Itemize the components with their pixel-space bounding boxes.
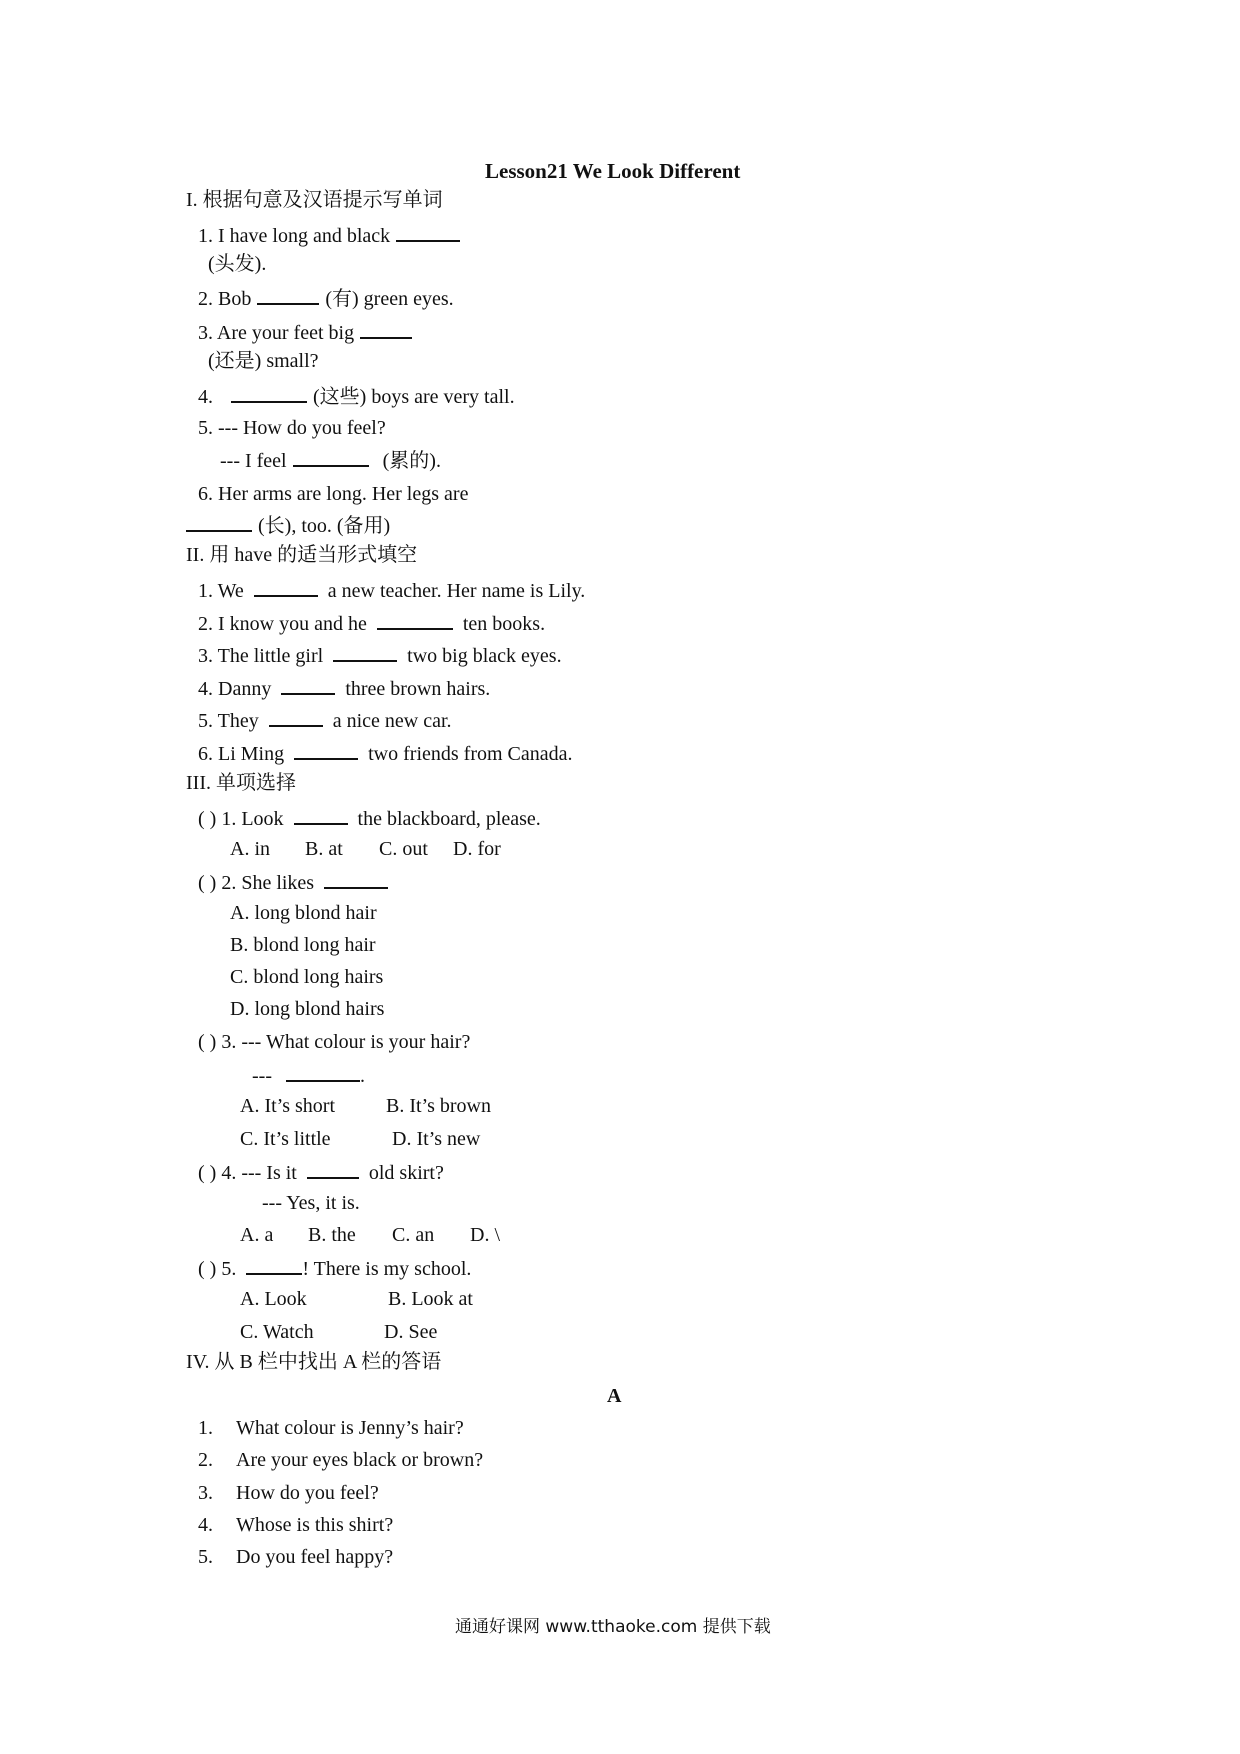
s2-item: 5. They a nice new car.: [198, 707, 452, 733]
answer-blank[interactable]: [286, 1062, 360, 1082]
answer-blank[interactable]: [246, 1255, 302, 1275]
s3-q1-opt: B. at: [305, 838, 343, 860]
s2-item: 6. Li Ming two friends from Canada.: [198, 740, 573, 766]
s3-q4-opt: A. a: [240, 1224, 274, 1246]
section-3-heading: III. 单项选择: [186, 772, 296, 794]
s1-q4: 4. (这些) boys are very tall.: [198, 383, 515, 409]
answer-blank[interactable]: [377, 610, 453, 630]
page-title: Lesson21 We Look Different: [485, 159, 741, 183]
s1-q3-line1: 3. Are your feet big: [198, 319, 418, 345]
s3-q4: ( ) 4. --- Is it old skirt?: [198, 1159, 444, 1185]
page-footer: 通通好课网 www.tthaoke.com 提供下载: [455, 1617, 771, 1637]
s3-q3-answer: --- .: [252, 1062, 365, 1088]
s3-q4-opt: B. the: [308, 1224, 356, 1246]
s3-q5-opt: C. Watch: [240, 1321, 314, 1343]
s3-q2-opt: D. long blond hairs: [230, 998, 385, 1020]
s3-q1-opt: A. in: [230, 838, 270, 860]
answer-blank[interactable]: [231, 383, 307, 403]
s1-q5-line1: 5. --- How do you feel?: [198, 417, 386, 439]
s3-q3: ( ) 3. --- What colour is your hair?: [198, 1031, 471, 1053]
s3-q4-opt: D. \: [470, 1224, 500, 1246]
answer-blank[interactable]: [254, 577, 318, 597]
s4-item: 1. What colour is Jenny’s hair?: [198, 1417, 464, 1439]
answer-blank[interactable]: [294, 740, 358, 760]
answer-blank[interactable]: [293, 447, 369, 467]
answer-blank[interactable]: [281, 675, 335, 695]
s3-q2-opt: C. blond long hairs: [230, 966, 384, 988]
column-a-heading: A: [607, 1385, 622, 1407]
s1-q1-line1: 1. I have long and black: [198, 222, 466, 248]
s3-q3-opt: C. It’s little: [240, 1128, 331, 1150]
s3-q2: ( ) 2. She likes: [198, 869, 394, 895]
s3-q5-opt: D. See: [384, 1321, 438, 1343]
section-1-heading: I. 根据句意及汉语提示写单词: [186, 189, 443, 211]
s3-q3-opt: D. It’s new: [392, 1128, 481, 1150]
s2-item: 3. The little girl two big black eyes.: [198, 642, 562, 668]
s3-q1-opt: C. out: [379, 838, 428, 860]
s3-q1-opt: D. for: [453, 838, 501, 860]
s3-q5-opt: A. Look: [240, 1288, 307, 1310]
s2-item: 4. Danny three brown hairs.: [198, 675, 490, 701]
s4-item: 4. Whose is this shirt?: [198, 1514, 394, 1536]
s4-item: 3. How do you feel?: [198, 1482, 379, 1504]
s1-q6-line1: 6. Her arms are long. Her legs are: [198, 483, 469, 505]
s3-q3-opt: A. It’s short: [240, 1095, 335, 1117]
s1-q3-line2: (还是) small?: [208, 350, 319, 372]
answer-blank[interactable]: [333, 642, 397, 662]
section-4-heading: IV. 从 B 栏中找出 A 栏的答语: [186, 1351, 442, 1373]
answer-blank[interactable]: [396, 222, 460, 242]
s2-item: 2. I know you and he ten books.: [198, 610, 545, 636]
s1-q5-line2: --- I feel (累的).: [220, 447, 441, 473]
s3-q4-opt: C. an: [392, 1224, 435, 1246]
answer-blank[interactable]: [324, 869, 388, 889]
s3-q2-opt: B. blond long hair: [230, 934, 376, 956]
s3-q5: ( ) 5. ! There is my school.: [198, 1255, 471, 1281]
s2-item: 1. We a new teacher. Her name is Lily.: [198, 577, 585, 603]
s3-q5-opt: B. Look at: [388, 1288, 473, 1310]
s3-q3-opt: B. It’s brown: [386, 1095, 491, 1117]
answer-blank[interactable]: [294, 805, 348, 825]
s1-q2: 2. Bob (有) green eyes.: [198, 285, 454, 311]
s3-q4-reply: --- Yes, it is.: [262, 1192, 360, 1214]
s4-item: 5. Do you feel happy?: [198, 1546, 394, 1568]
answer-blank[interactable]: [360, 319, 412, 339]
section-2-heading: II. 用 have 的适当形式填空: [186, 544, 418, 566]
s1-q6-line2: (长), too. (备用): [186, 512, 390, 538]
s4-item: 2. Are your eyes black or brown?: [198, 1449, 484, 1471]
answer-blank[interactable]: [257, 285, 319, 305]
s3-q1: ( ) 1. Look the blackboard, please.: [198, 805, 541, 831]
answer-blank[interactable]: [269, 707, 323, 727]
answer-blank[interactable]: [307, 1159, 359, 1179]
answer-blank[interactable]: [186, 512, 252, 532]
s1-q1-line2: (头发).: [208, 253, 267, 275]
s3-q2-opt: A. long blond hair: [230, 902, 377, 924]
